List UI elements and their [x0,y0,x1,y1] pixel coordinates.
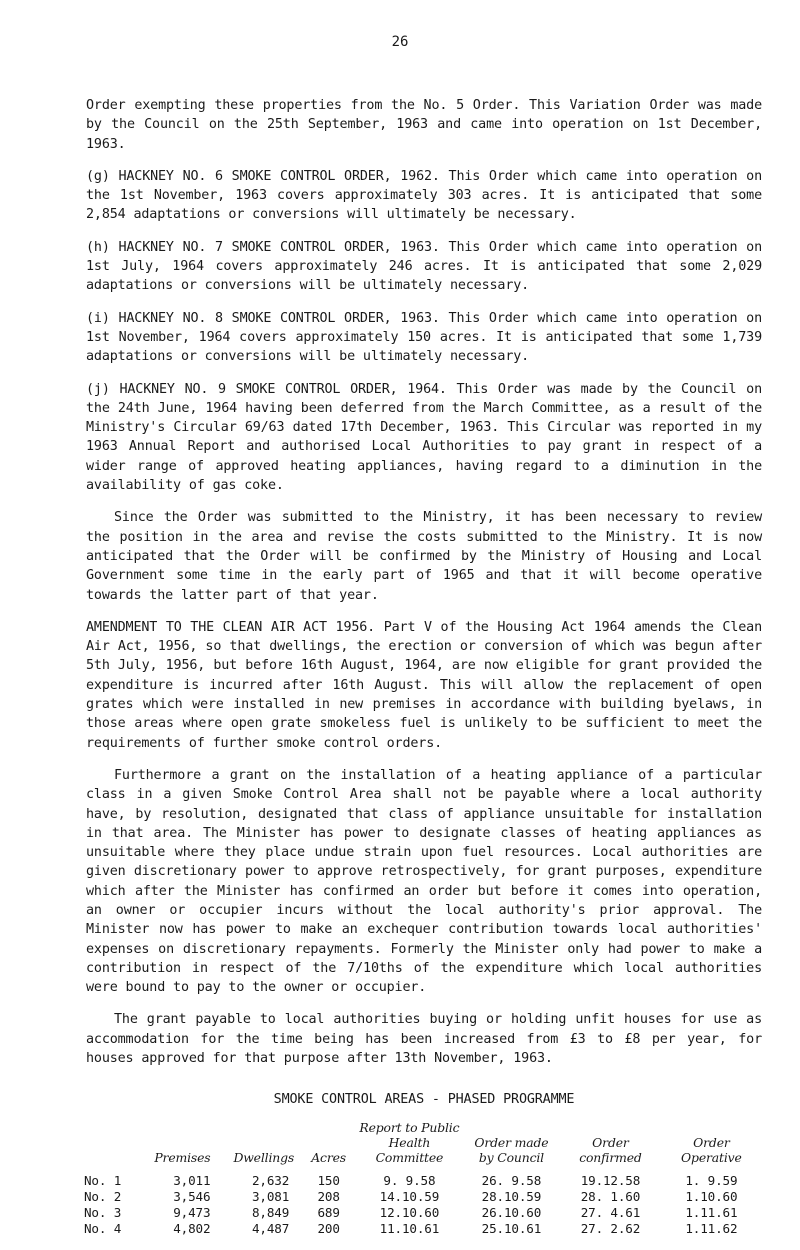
table-cell: 12.10.60 [379,1204,440,1220]
table-cell: 150 [317,1172,340,1188]
table-cell: 3,546 [173,1188,211,1204]
table-cell: 1. 9.59 [685,1172,738,1188]
table-cell: 1.11.61 [685,1204,738,1220]
table-row [80,1189,760,1205]
paragraph-clean-air-amendment: AMENDMENT TO THE CLEAN AIR ACT 1956. Part V of the Housing Act 1964 amends the Clean Air Act, 1956, so that dwellings, the erection or conversion of which was begun after 5th July, 1956, but before 16th August, 1964, are now eligible for grant provided the expenditure is incurred after 16th August. This will allow the replacement of open grates which were installed in new premises in accordance with building byelaws, in those areas where open grate smokeless fuel is unlikely to be sufficient to meet the requirements of further smoke control orders. [86,619,762,751]
column-header-acres: Acres [311,1149,347,1165]
table-row [80,1221,760,1237]
table-cell: No. 4 [84,1220,122,1236]
paragraph-unfit-houses-grant: The grant payable to local authorities buying or holding unfit houses for use as accommodation for the time being has been increased from £3 to £8 per year, for houses approved for that purpose after 13th November, 1963. [86,1012,762,1067]
paragraph-order-7: (h) HACKNEY NO. 7 SMOKE CONTROL ORDER, 1963. This Order which came into operation on 1st July, 1964 covers approximately 246 acres. It is anticipated that some 2,029 adaptations or conversions will be ultimately necessary. [86,239,762,294]
table-cell: 25.10.61 [481,1220,542,1236]
column-header-order-operative: Order Operative [681,1134,742,1165]
phased-programme-table [80,1120,760,1237]
table-cell: 9,473 [173,1204,211,1220]
table-cell: 4,802 [173,1220,211,1236]
column-header-order-made: Order made by Council [474,1134,549,1165]
table-cell: No. 1 [84,1172,122,1188]
table-cell: 9. 9.58 [383,1172,436,1188]
table-cell: 19.12.58 [580,1172,641,1188]
table-cell: 26. 9.58 [481,1172,542,1188]
table-cell: 1.11.62 [685,1220,738,1236]
column-header-dwellings: Dwellings [233,1149,295,1165]
table-cell: 28. 1.60 [580,1188,641,1204]
table-cell: 27. 4.61 [580,1204,641,1220]
table-cell: 26.10.60 [481,1204,542,1220]
table-cell: 1.10.60 [685,1188,738,1204]
column-header-order-confirmed: Order confirmed [579,1134,642,1165]
table-cell: 28.10.59 [481,1188,542,1204]
table-cell: 2,632 [252,1172,290,1188]
table-cell: 200 [317,1220,340,1236]
table-row [80,1205,760,1221]
page-number: 26 [391,34,409,50]
paragraph-order-8: (i) HACKNEY NO. 8 SMOKE CONTROL ORDER, 1963. This Order which came into operation on 1st November, 1964 covers approximately 150 acres. It is anticipated that some 1,739 adaptations or conversions will be ultimately necessary. [86,310,762,365]
table-cell: 4,487 [252,1220,290,1236]
table-row [80,1173,760,1189]
paragraph-ministry-review: Since the Order was submitted to the Ministry, it has been necessary to review the position in the area and revise the costs submitted to the Ministry. It is now anticipated that the Order will be confirmed by the Ministry of Housing and Local Government some time in the early part of 1965 and that it will become operative towards the latter part of that year. [86,510,762,603]
table-cell: 11.10.61 [379,1220,440,1236]
paragraph-order-9: (j) HACKNEY NO. 9 SMOKE CONTROL ORDER, 1964. This Order was made by the Council on the 24th June, 1964 having been deferred from the March Committee, as a result of the Ministry's Circular 69/63 dated 17th December, 1963. This Circular was reported in my 1963 Annual Report and authorised Local Authorities to pay grant in respect of a wider range of approved heating appliances, having regard to a diminution in the availability of gas coke. [86,381,762,494]
document-body [86,96,762,1237]
table-header-row [80,1120,760,1173]
table-title: SMOKE CONTROL AREAS - PHASED PROGRAMME [273,1092,575,1108]
column-header-report: Report to Public Health Committee [359,1119,460,1165]
table-cell: 3,011 [173,1172,211,1188]
table-cell: No. 2 [84,1188,122,1204]
table-cell: 208 [317,1188,340,1204]
paragraph-order-6: (g) HACKNEY NO. 6 SMOKE CONTROL ORDER, 1962. This Order which came into operation on the 1st November, 1963 covers approximately 303 acres. It is anticipated that some 2,854 adaptations or conversions will ultimately be necessary. [86,168,762,223]
column-header-area [80,1120,140,1173]
paragraph-continuation: Order exempting these properties from the No. 5 Order. This Variation Order was made by the Council on the 25th September, 1963 and came into operation on 1st December, 1963. [86,98,762,152]
table-cell: 689 [317,1204,340,1220]
column-header-premises: Premises [154,1149,211,1165]
table-cell: 3,081 [252,1188,290,1204]
paragraph-grant-conditions: Furthermore a grant on the installation of a heating appliance of a particular class in a given Smoke Control Area shall not be payable where a local authority have, by resolution, designated that class of appliance unsuitable for installation in that area. The Minister has power to designate classes of heating appliances as unsuitable where they place undue strain upon fuel resources. Local authorities are given discretionary power to approve retrospectively, for grant purposes, expenditure which after the Minister has confirmed an order but before it comes into operation, an owner or occupier incurs without the local authority's prior approval. The Minister now has power to make an exchequer contribution towards local authorities' expenses on discretionary repayments. Formerly the Minister only had power to make a contribution in respect of the 7/10ths of the expenditure which local authorities were bound to pay to the owner or occupier. [86,767,762,996]
table-cell: 27. 2.62 [580,1220,641,1236]
table-cell: 14.10.59 [379,1188,440,1204]
table-cell: No. 3 [84,1204,122,1220]
table-cell: 8,849 [252,1204,290,1220]
